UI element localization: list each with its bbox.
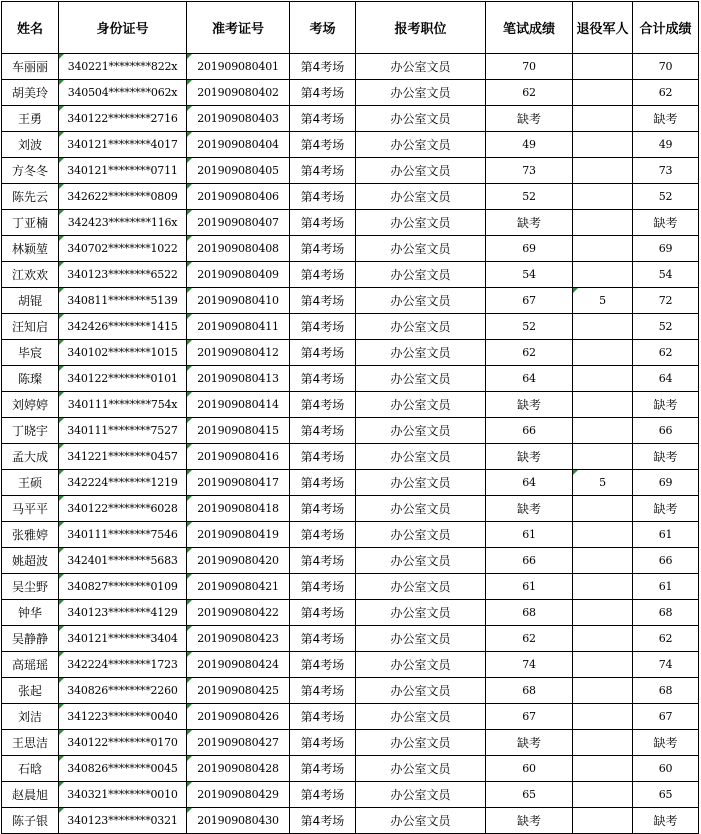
cell-position: 办公室文员 (356, 392, 486, 418)
cell-written-score: 61 (486, 522, 573, 548)
cell-position: 办公室文员 (356, 236, 486, 262)
cell-written-score: 54 (486, 262, 573, 288)
cell-ticket-number: 201909080403 (187, 106, 290, 132)
cell-total-score: 缺考 (633, 496, 699, 522)
cell-exam-room: 第4考场 (290, 704, 356, 730)
cell-ticket-number: 201909080418 (187, 496, 290, 522)
cell-id-number: 340811********5139 (59, 288, 187, 314)
cell-ticket-number: 201909080406 (187, 184, 290, 210)
table-row (2, 366, 699, 392)
cell-written-score: 62 (486, 626, 573, 652)
cell-id-number: 342224********1723 (59, 652, 187, 678)
cell-name: 丁亚楠 (2, 210, 59, 236)
cell-written-score: 62 (486, 80, 573, 106)
cell-veteran (573, 132, 633, 158)
cell-position: 办公室文员 (356, 548, 486, 574)
header-total-score: 合计成绩 (633, 2, 699, 54)
table-row (2, 808, 699, 834)
cell-position: 办公室文员 (356, 678, 486, 704)
cell-name: 张起 (2, 678, 59, 704)
cell-name: 王勇 (2, 106, 59, 132)
cell-position: 办公室文员 (356, 652, 486, 678)
cell-name: 王思洁 (2, 730, 59, 756)
header-veteran: 退役军人 (573, 2, 633, 54)
cell-id-number: 340102********1015 (59, 340, 187, 366)
cell-ticket-number: 201909080419 (187, 522, 290, 548)
cell-exam-room: 第4考场 (290, 340, 356, 366)
cell-id-number: 340121********0711 (59, 158, 187, 184)
cell-position: 办公室文员 (356, 808, 486, 834)
cell-exam-room: 第4考场 (290, 548, 356, 574)
cell-exam-room: 第4考场 (290, 392, 356, 418)
cell-id-number: 340122********2716 (59, 106, 187, 132)
cell-ticket-number: 201909080423 (187, 626, 290, 652)
cell-written-score: 68 (486, 600, 573, 626)
cell-written-score: 64 (486, 366, 573, 392)
header-name: 姓名 (2, 2, 59, 54)
cell-veteran (573, 418, 633, 444)
cell-veteran: 5 (573, 288, 633, 314)
cell-written-score: 缺考 (486, 808, 573, 834)
cell-exam-room: 第4考场 (290, 132, 356, 158)
cell-exam-room: 第4考场 (290, 470, 356, 496)
cell-written-score: 66 (486, 418, 573, 444)
cell-exam-room: 第4考场 (290, 756, 356, 782)
cell-position: 办公室文员 (356, 730, 486, 756)
cell-total-score: 68 (633, 600, 699, 626)
cell-exam-room: 第4考场 (290, 678, 356, 704)
cell-position: 办公室文员 (356, 522, 486, 548)
cell-position: 办公室文员 (356, 106, 486, 132)
cell-written-score: 缺考 (486, 444, 573, 470)
table-row (2, 288, 699, 314)
cell-written-score: 缺考 (486, 730, 573, 756)
cell-total-score: 68 (633, 678, 699, 704)
table-row (2, 80, 699, 106)
cell-ticket-number: 201909080428 (187, 756, 290, 782)
cell-name: 张雅婷 (2, 522, 59, 548)
cell-total-score: 65 (633, 782, 699, 808)
table-row (2, 210, 699, 236)
cell-name: 赵晨旭 (2, 782, 59, 808)
table-row (2, 340, 699, 366)
cell-name: 钟华 (2, 600, 59, 626)
cell-written-score: 缺考 (486, 392, 573, 418)
cell-name: 吴静静 (2, 626, 59, 652)
cell-exam-room: 第4考场 (290, 106, 356, 132)
table-row (2, 730, 699, 756)
cell-position: 办公室文员 (356, 574, 486, 600)
cell-name: 胡锟 (2, 288, 59, 314)
cell-position: 办公室文员 (356, 158, 486, 184)
table-row (2, 626, 699, 652)
header-exam-room: 考场 (290, 2, 356, 54)
table-body (2, 54, 699, 834)
cell-exam-room: 第4考场 (290, 418, 356, 444)
cell-name: 石晗 (2, 756, 59, 782)
cell-total-score: 缺考 (633, 808, 699, 834)
cell-position: 办公室文员 (356, 210, 486, 236)
header-written-score: 笔试成绩 (486, 2, 573, 54)
cell-written-score: 60 (486, 756, 573, 782)
cell-veteran (573, 392, 633, 418)
cell-written-score: 52 (486, 314, 573, 340)
cell-id-number: 340826********0045 (59, 756, 187, 782)
cell-written-score: 69 (486, 236, 573, 262)
table-row (2, 392, 699, 418)
cell-position: 办公室文员 (356, 444, 486, 470)
table-row (2, 782, 699, 808)
cell-ticket-number: 201909080412 (187, 340, 290, 366)
cell-exam-room: 第4考场 (290, 236, 356, 262)
cell-ticket-number: 201909080410 (187, 288, 290, 314)
cell-id-number: 340121********4017 (59, 132, 187, 158)
cell-position: 办公室文员 (356, 80, 486, 106)
table-row (2, 184, 699, 210)
cell-exam-room: 第4考场 (290, 444, 356, 470)
cell-ticket-number: 201909080411 (187, 314, 290, 340)
cell-exam-room: 第4考场 (290, 808, 356, 834)
cell-id-number: 342426********1415 (59, 314, 187, 340)
header-position: 报考职位 (356, 2, 486, 54)
cell-total-score: 缺考 (633, 392, 699, 418)
cell-total-score: 66 (633, 418, 699, 444)
cell-veteran (573, 574, 633, 600)
cell-ticket-number: 201909080421 (187, 574, 290, 600)
cell-position: 办公室文员 (356, 184, 486, 210)
cell-written-score: 70 (486, 54, 573, 80)
table-row (2, 418, 699, 444)
cell-veteran (573, 730, 633, 756)
cell-position: 办公室文员 (356, 288, 486, 314)
table-row (2, 54, 699, 80)
cell-id-number: 340122********6028 (59, 496, 187, 522)
cell-veteran (573, 626, 633, 652)
cell-veteran (573, 444, 633, 470)
cell-veteran (573, 184, 633, 210)
header-ticket-number: 准考证号 (187, 2, 290, 54)
cell-veteran (573, 314, 633, 340)
cell-exam-room: 第4考场 (290, 600, 356, 626)
cell-exam-room: 第4考场 (290, 496, 356, 522)
cell-name: 刘洁 (2, 704, 59, 730)
cell-exam-room: 第4考场 (290, 184, 356, 210)
cell-total-score: 69 (633, 470, 699, 496)
cell-veteran (573, 366, 633, 392)
cell-name: 刘波 (2, 132, 59, 158)
cell-total-score: 64 (633, 366, 699, 392)
cell-total-score: 74 (633, 652, 699, 678)
cell-total-score: 72 (633, 288, 699, 314)
cell-id-number: 340826********2260 (59, 678, 187, 704)
cell-position: 办公室文员 (356, 704, 486, 730)
cell-position: 办公室文员 (356, 600, 486, 626)
cell-veteran (573, 548, 633, 574)
cell-id-number: 340123********4129 (59, 600, 187, 626)
cell-veteran (573, 756, 633, 782)
cell-name: 刘婷婷 (2, 392, 59, 418)
table-row (2, 678, 699, 704)
cell-name: 孟大成 (2, 444, 59, 470)
cell-name: 高瑶瑶 (2, 652, 59, 678)
table-row (2, 756, 699, 782)
cell-name: 江欢欢 (2, 262, 59, 288)
cell-exam-room: 第4考场 (290, 54, 356, 80)
table-row (2, 158, 699, 184)
cell-total-score: 缺考 (633, 210, 699, 236)
cell-ticket-number: 201909080424 (187, 652, 290, 678)
cell-total-score: 61 (633, 522, 699, 548)
cell-total-score: 缺考 (633, 106, 699, 132)
cell-ticket-number: 201909080425 (187, 678, 290, 704)
cell-veteran (573, 106, 633, 132)
cell-name: 陈先云 (2, 184, 59, 210)
table-row (2, 600, 699, 626)
cell-position: 办公室文员 (356, 132, 486, 158)
cell-total-score: 49 (633, 132, 699, 158)
cell-id-number: 340111********7546 (59, 522, 187, 548)
table-row (2, 444, 699, 470)
cell-name: 胡美玲 (2, 80, 59, 106)
cell-position: 办公室文员 (356, 262, 486, 288)
cell-veteran (573, 340, 633, 366)
cell-position: 办公室文员 (356, 418, 486, 444)
table-row (2, 652, 699, 678)
cell-ticket-number: 201909080408 (187, 236, 290, 262)
cell-position: 办公室文员 (356, 782, 486, 808)
cell-position: 办公室文员 (356, 54, 486, 80)
table-row (2, 704, 699, 730)
cell-veteran (573, 210, 633, 236)
cell-written-score: 缺考 (486, 106, 573, 132)
cell-total-score: 54 (633, 262, 699, 288)
cell-ticket-number: 201909080430 (187, 808, 290, 834)
cell-veteran (573, 158, 633, 184)
cell-id-number: 342423********116x (59, 210, 187, 236)
cell-ticket-number: 201909080414 (187, 392, 290, 418)
cell-total-score: 62 (633, 340, 699, 366)
cell-name: 王硕 (2, 470, 59, 496)
cell-id-number: 341221********0457 (59, 444, 187, 470)
cell-exam-room: 第4考场 (290, 782, 356, 808)
cell-ticket-number: 201909080409 (187, 262, 290, 288)
cell-veteran (573, 808, 633, 834)
cell-ticket-number: 201909080402 (187, 80, 290, 106)
cell-veteran (573, 782, 633, 808)
cell-written-score: 66 (486, 548, 573, 574)
cell-ticket-number: 201909080427 (187, 730, 290, 756)
cell-name: 方冬冬 (2, 158, 59, 184)
header-id-number: 身份证号 (59, 2, 187, 54)
cell-ticket-number: 201909080422 (187, 600, 290, 626)
cell-veteran (573, 236, 633, 262)
cell-written-score: 缺考 (486, 496, 573, 522)
cell-name: 陈璨 (2, 366, 59, 392)
cell-ticket-number: 201909080407 (187, 210, 290, 236)
cell-total-score: 69 (633, 236, 699, 262)
cell-id-number: 340702********1022 (59, 236, 187, 262)
cell-id-number: 340111********7527 (59, 418, 187, 444)
cell-position: 办公室文员 (356, 756, 486, 782)
cell-position: 办公室文员 (356, 366, 486, 392)
cell-total-score: 66 (633, 548, 699, 574)
cell-veteran (573, 496, 633, 522)
table-row (2, 236, 699, 262)
cell-exam-room: 第4考场 (290, 522, 356, 548)
cell-name: 汪知启 (2, 314, 59, 340)
cell-exam-room: 第4考场 (290, 574, 356, 600)
cell-name: 毕宸 (2, 340, 59, 366)
cell-exam-room: 第4考场 (290, 652, 356, 678)
cell-written-score: 73 (486, 158, 573, 184)
table-row (2, 470, 699, 496)
cell-total-score: 62 (633, 80, 699, 106)
cell-veteran (573, 522, 633, 548)
cell-exam-room: 第4考场 (290, 80, 356, 106)
cell-written-score: 49 (486, 132, 573, 158)
cell-veteran: 5 (573, 470, 633, 496)
cell-id-number: 340111********754x (59, 392, 187, 418)
cell-written-score: 62 (486, 340, 573, 366)
cell-written-score: 64 (486, 470, 573, 496)
cell-name: 吴尘野 (2, 574, 59, 600)
cell-id-number: 340123********6522 (59, 262, 187, 288)
table-row (2, 314, 699, 340)
cell-name: 马平平 (2, 496, 59, 522)
cell-total-score: 62 (633, 626, 699, 652)
table-row (2, 574, 699, 600)
cell-veteran (573, 80, 633, 106)
table-row (2, 132, 699, 158)
cell-total-score: 73 (633, 158, 699, 184)
cell-name: 车丽丽 (2, 54, 59, 80)
cell-exam-room: 第4考场 (290, 366, 356, 392)
cell-veteran (573, 54, 633, 80)
table-row (2, 262, 699, 288)
cell-ticket-number: 201909080429 (187, 782, 290, 808)
cell-id-number: 340827********0109 (59, 574, 187, 600)
cell-veteran (573, 704, 633, 730)
cell-ticket-number: 201909080416 (187, 444, 290, 470)
cell-ticket-number: 201909080413 (187, 366, 290, 392)
cell-id-number: 340122********0101 (59, 366, 187, 392)
table-row (2, 548, 699, 574)
cell-position: 办公室文员 (356, 470, 486, 496)
cell-veteran (573, 262, 633, 288)
cell-exam-room: 第4考场 (290, 210, 356, 236)
table-row (2, 522, 699, 548)
cell-id-number: 342401********5683 (59, 548, 187, 574)
cell-exam-room: 第4考场 (290, 314, 356, 340)
cell-written-score: 缺考 (486, 210, 573, 236)
cell-position: 办公室文员 (356, 340, 486, 366)
cell-total-score: 52 (633, 314, 699, 340)
cell-written-score: 74 (486, 652, 573, 678)
cell-veteran (573, 678, 633, 704)
cell-id-number: 341223********0040 (59, 704, 187, 730)
cell-total-score: 缺考 (633, 444, 699, 470)
cell-ticket-number: 201909080404 (187, 132, 290, 158)
cell-position: 办公室文员 (356, 626, 486, 652)
cell-name: 陈子银 (2, 808, 59, 834)
cell-written-score: 52 (486, 184, 573, 210)
cell-exam-room: 第4考场 (290, 626, 356, 652)
cell-total-score: 缺考 (633, 730, 699, 756)
cell-name: 丁晓宇 (2, 418, 59, 444)
cell-ticket-number: 201909080426 (187, 704, 290, 730)
cell-id-number: 340123********0321 (59, 808, 187, 834)
cell-exam-room: 第4考场 (290, 288, 356, 314)
cell-written-score: 67 (486, 704, 573, 730)
cell-ticket-number: 201909080417 (187, 470, 290, 496)
cell-id-number: 340221********822x (59, 54, 187, 80)
cell-exam-room: 第4考场 (290, 730, 356, 756)
cell-total-score: 61 (633, 574, 699, 600)
cell-name: 姚超波 (2, 548, 59, 574)
cell-ticket-number: 201909080405 (187, 158, 290, 184)
cell-veteran (573, 652, 633, 678)
cell-ticket-number: 201909080401 (187, 54, 290, 80)
cell-total-score: 70 (633, 54, 699, 80)
cell-id-number: 342622********0809 (59, 184, 187, 210)
cell-id-number: 340122********0170 (59, 730, 187, 756)
score-table (1, 1, 699, 834)
cell-ticket-number: 201909080420 (187, 548, 290, 574)
cell-id-number: 340121********3404 (59, 626, 187, 652)
cell-veteran (573, 600, 633, 626)
cell-written-score: 67 (486, 288, 573, 314)
header-row (2, 2, 699, 54)
cell-written-score: 61 (486, 574, 573, 600)
cell-total-score: 67 (633, 704, 699, 730)
cell-id-number: 340504********062x (59, 80, 187, 106)
cell-name: 林颖堃 (2, 236, 59, 262)
cell-exam-room: 第4考场 (290, 262, 356, 288)
cell-id-number: 342224********1219 (59, 470, 187, 496)
cell-total-score: 52 (633, 184, 699, 210)
cell-id-number: 340321********0010 (59, 782, 187, 808)
table-row (2, 496, 699, 522)
cell-total-score: 60 (633, 756, 699, 782)
cell-ticket-number: 201909080415 (187, 418, 290, 444)
cell-written-score: 65 (486, 782, 573, 808)
table-row (2, 106, 699, 132)
cell-exam-room: 第4考场 (290, 158, 356, 184)
cell-position: 办公室文员 (356, 314, 486, 340)
cell-position: 办公室文员 (356, 496, 486, 522)
cell-written-score: 68 (486, 678, 573, 704)
